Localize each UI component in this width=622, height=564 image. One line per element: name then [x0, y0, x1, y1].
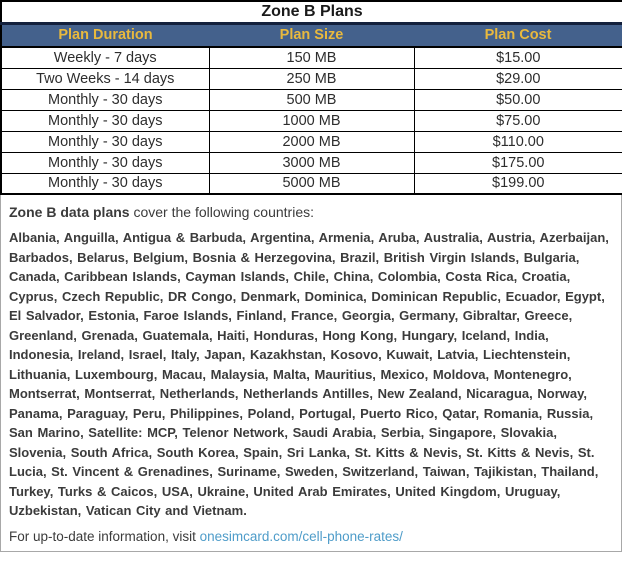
cell-plan-cost: $199.00	[414, 173, 622, 194]
cell-plan-size: 150 MB	[209, 47, 414, 68]
cell-plan-cost: $75.00	[414, 110, 622, 131]
cell-plan-duration: Two Weeks - 14 days	[1, 68, 209, 89]
table-row	[1, 110, 622, 131]
countries-list: Albania, Anguilla, Antigua & Barbuda, Argentina, Armenia, Aruba, Australia, Austria, Azerbaijan, Barbados, Belarus, Belgium, Bosnia & Herzegovina, Brazil, British Virgin Islands, Bulgaria, Canada, Caribbean Islands, Cayman Islands, Chile, China, Colombia, Costa Rica, Croatia, Cyprus, Czech Republic, DR Congo, Denmark, Dominica, Dominican Republic, Ecuador, Egypt, El Salvador, Estonia, Faroe Islands, Finland, France, Georgia, Germany, Gibraltar, Greece, Greenland, Grenada, Guatemala, Haiti, Honduras, Hong Kong, Hungary, Iceland, India, Indonesia, Ireland, Israel, Italy, Japan, Kazakhstan, Kosovo, Kuwait, Latvia, Liechtenstein, Lithuania, Luxembourg, Macau, Malaysia, Malta, Mauritius, Mexico, Moldova, Montenegro, Montserrat, Montserrat, Netherlands, Netherlands Antilles, New Zealand, Nicaragua, Norway, Panama, Paraguay, Peru, Philippines, Poland, Portugal, Puerto Rico, Qatar, Romania, Russia, San Marino, Satellite: MCP, Telenor Network, Saudi Arabia, Serbia, Singapore, Slovakia, Slovenia, South Africa, South Korea, Spain, Sri Lanka, St. Kitts & Nevis, St. Kitts & Nevis, St. Lucia, St. Vincent & Grenadines, Suriname, Sweden, Switzerland, Taiwan, Tajikistan, Thailand, Turkey, Turks & Caicos, USA, Ukraine, United Arab Emirates, United Kingdom, Uruguay, Uzbekistan, Vatican City and Vietnam.	[9, 230, 609, 518]
cell-plan-size: 500 MB	[209, 89, 414, 110]
table-row	[1, 173, 622, 194]
cell-plan-duration: Monthly - 30 days	[1, 152, 209, 173]
table-row	[1, 47, 622, 68]
cell-plan-cost: $29.00	[414, 68, 622, 89]
rates-link[interactable]: onesimcard.com/cell-phone-rates/	[199, 528, 403, 544]
countries-intro-rest: cover the following countries:	[129, 204, 315, 220]
cell-plan-size: 2000 MB	[209, 131, 414, 152]
table-row	[1, 68, 622, 89]
cell-plan-size: 250 MB	[209, 68, 414, 89]
cell-plan-duration: Monthly - 30 days	[1, 110, 209, 131]
info-section	[0, 195, 622, 552]
cell-plan-size: 3000 MB	[209, 152, 414, 173]
table-title-row	[1, 1, 622, 23]
cell-plan-cost: $110.00	[414, 131, 622, 152]
cell-plan-cost: $175.00	[414, 152, 622, 173]
column-header-plan-duration: Plan Duration	[1, 23, 209, 47]
table-row	[1, 89, 622, 110]
cell-plan-size: 5000 MB	[209, 173, 414, 194]
countries-intro-bold: Zone B data plans	[9, 204, 130, 220]
column-header-plan-size: Plan Size	[209, 23, 414, 47]
page-title: Zone B Plans	[1, 1, 622, 23]
cell-plan-duration: Monthly - 30 days	[1, 131, 209, 152]
countries-intro	[9, 202, 612, 222]
cell-plan-duration: Weekly - 7 days	[1, 47, 209, 68]
table-header-row	[1, 23, 622, 47]
column-header-plan-cost: Plan Cost	[414, 23, 622, 47]
cell-plan-duration: Monthly - 30 days	[1, 89, 209, 110]
footer-text: For up-to-date information, visit	[9, 528, 200, 544]
cell-plan-cost: $50.00	[414, 89, 622, 110]
table-row	[1, 131, 622, 152]
plans-table	[0, 0, 622, 195]
footer-note	[9, 527, 612, 547]
cell-plan-cost: $15.00	[414, 47, 622, 68]
cell-plan-duration: Monthly - 30 days	[1, 173, 209, 194]
cell-plan-size: 1000 MB	[209, 110, 414, 131]
table-row	[1, 152, 622, 173]
